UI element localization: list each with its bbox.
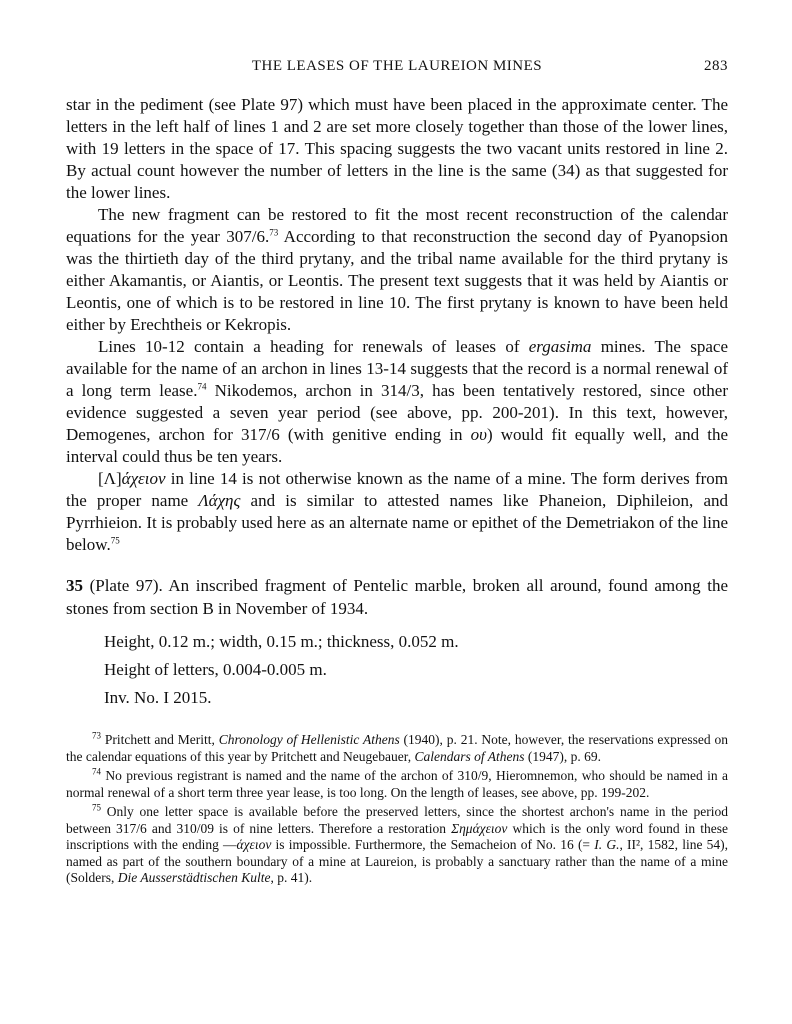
footnote-75-greek-2: άχειον [236, 837, 272, 852]
footnote-74-text: No previous registrant is named and the name of the archon of 310/9, Hieromnemon, who should be named in a normal renewal of a short term three year lease, is too long. On the length of leases, see above, pp. 199-202. [66, 768, 728, 800]
body-text [66, 94, 728, 556]
measurement-line: Height, 0.12 m.; width, 0.15 m.; thickness, 0.052 m. [104, 632, 459, 651]
footnote-75-title: Die Ausserstädtischen Kulte [117, 870, 271, 885]
greek-word-1: άχειον [121, 469, 166, 488]
paragraph-4-text-c: and is similar to attested names like Phaneion, Diphileion, and Pyrrhieion. It is probably used here as an alternate name or epithet of the Demetriakon of the line below. [66, 491, 728, 554]
footnote-ref-75[interactable]: 75 [110, 535, 120, 546]
paragraph-3-text-b: mines. The space available for the name of an archon in lines 13-14 suggests that the record is a normal renewal of a long term lease. [66, 337, 728, 400]
paragraph-4-text-b: in line 14 is not otherwise known as the name of a mine. The form derives from the proper name [66, 469, 728, 510]
footnote-74-number: 74 [92, 766, 101, 777]
paragraph-4 [66, 468, 728, 556]
footnote-75-ref: I. G. [594, 837, 620, 852]
entry-description: (Plate 97). An inscribed fragment of Pentelic marble, broken all around, found among the stones from section B in November of 1934. [66, 576, 728, 618]
footnote-73-text-c: (1947), p. 69. [524, 748, 601, 764]
paragraph-3-text-d: ) would fit equally well, and the interval could thus be ten years. [66, 425, 729, 466]
paragraph-2 [66, 204, 728, 336]
footnote-75-text-b: which is the only word found in these inscriptions with the ending — [66, 820, 728, 852]
paragraph-3 [66, 336, 728, 468]
footnote-73-number: 73 [92, 730, 101, 741]
running-title: THE LEASES OF THE LAUREION MINES [251, 58, 543, 74]
entry-number: 35 [66, 576, 83, 595]
measurement-line: Height of letters, 0.004-0.005 m. [104, 660, 327, 679]
greek-word-2: Λάχης [198, 491, 241, 510]
footnote-ref-74[interactable]: 74 [197, 381, 207, 392]
running-header [66, 56, 728, 80]
footnote-75-text-d: , II², 1582, line 54), named as part of the southern boundary of a mine at Laureion, is probably a sanctuary rather than the name of a mine (Solders, [66, 837, 729, 885]
footnote-73 [66, 732, 728, 765]
page [66, 56, 728, 890]
footnote-75-text-e: , p. 41). [270, 870, 313, 885]
footnote-74 [66, 768, 728, 801]
footnote-75-text-c: is impossible. Furthermore, the Semacheion of No. 16 (= [271, 837, 595, 852]
footnotes [66, 732, 728, 887]
paragraph-1 [66, 94, 728, 204]
paragraph-1-text: star in the pediment (see Plate 97) which must have been placed in the approximate center. The letters in the left half of lines 1 and 2 are set more closely together than those of the lower lines, with 19 letters in the space of 17. This spacing suggests the two vacant units restored in line 2. By actual count however the number of letters in the line is the same (34) as that suggested for the lower lines. [66, 95, 728, 202]
catalog-entry [66, 574, 728, 620]
paragraph-2-text-a: The new fragment can be restored to fit the most recent reconstruction of the calendar equations for the year 307/6. [66, 205, 728, 246]
footnote-73-title-1: Chronology of Hellenistic Athens [218, 732, 400, 747]
footnote-73-text-a: Pritchett and Meritt, [101, 732, 219, 747]
footnote-75 [66, 804, 728, 887]
entry-measurements [66, 628, 728, 712]
greek-ending: ου [470, 425, 487, 444]
footnote-75-text-a: Only one letter space is available before the preserved letters, since the shortest archon's name in the period between 317/6 and 310/09 is of nine letters. Therefore a restoration [66, 804, 728, 836]
page-number: 283 [704, 58, 728, 74]
measurement-line: Inv. No. I 2015. [104, 688, 212, 707]
footnote-73-title-2: Calendars of Athens [414, 748, 525, 764]
paragraph-2-text-b: According to that reconstruction the second day of Pyanopsion was the thirtieth day of the third prytany, and the tribal name available for the third prytany is either Akamantis, or Aiantis, or Leontis. The present text suggests that it was held by Aiantis or Leontis, one of which is to be restored in line 10. The first prytany is known to have been held either by Erechtheis or Kekropis. [66, 227, 729, 334]
paragraph-4-text-a: [Λ] [98, 469, 122, 488]
footnote-75-greek-1: Σημάχειον [451, 820, 508, 836]
paragraph-3-text-a: Lines 10-12 contain a heading for renewals of leases of [98, 337, 529, 356]
paragraph-3-text-c: Nikodemos, archon in 314/3, has been tentatively restored, since other evidence suggested a seven year period (see above, pp. 200-201). In this text, however, Demogenes, archon for 317/6 (with genitive ending in [66, 381, 728, 444]
footnote-73-text-b: (1940), p. 21. Note, however, the reservations expressed on the calendar equations of this year by Pritchett and Neugebauer, [66, 732, 728, 764]
footnote-75-number: 75 [92, 802, 101, 813]
footnote-ref-73[interactable]: 73 [269, 227, 279, 238]
term-ergasima: ergasima [528, 337, 592, 356]
